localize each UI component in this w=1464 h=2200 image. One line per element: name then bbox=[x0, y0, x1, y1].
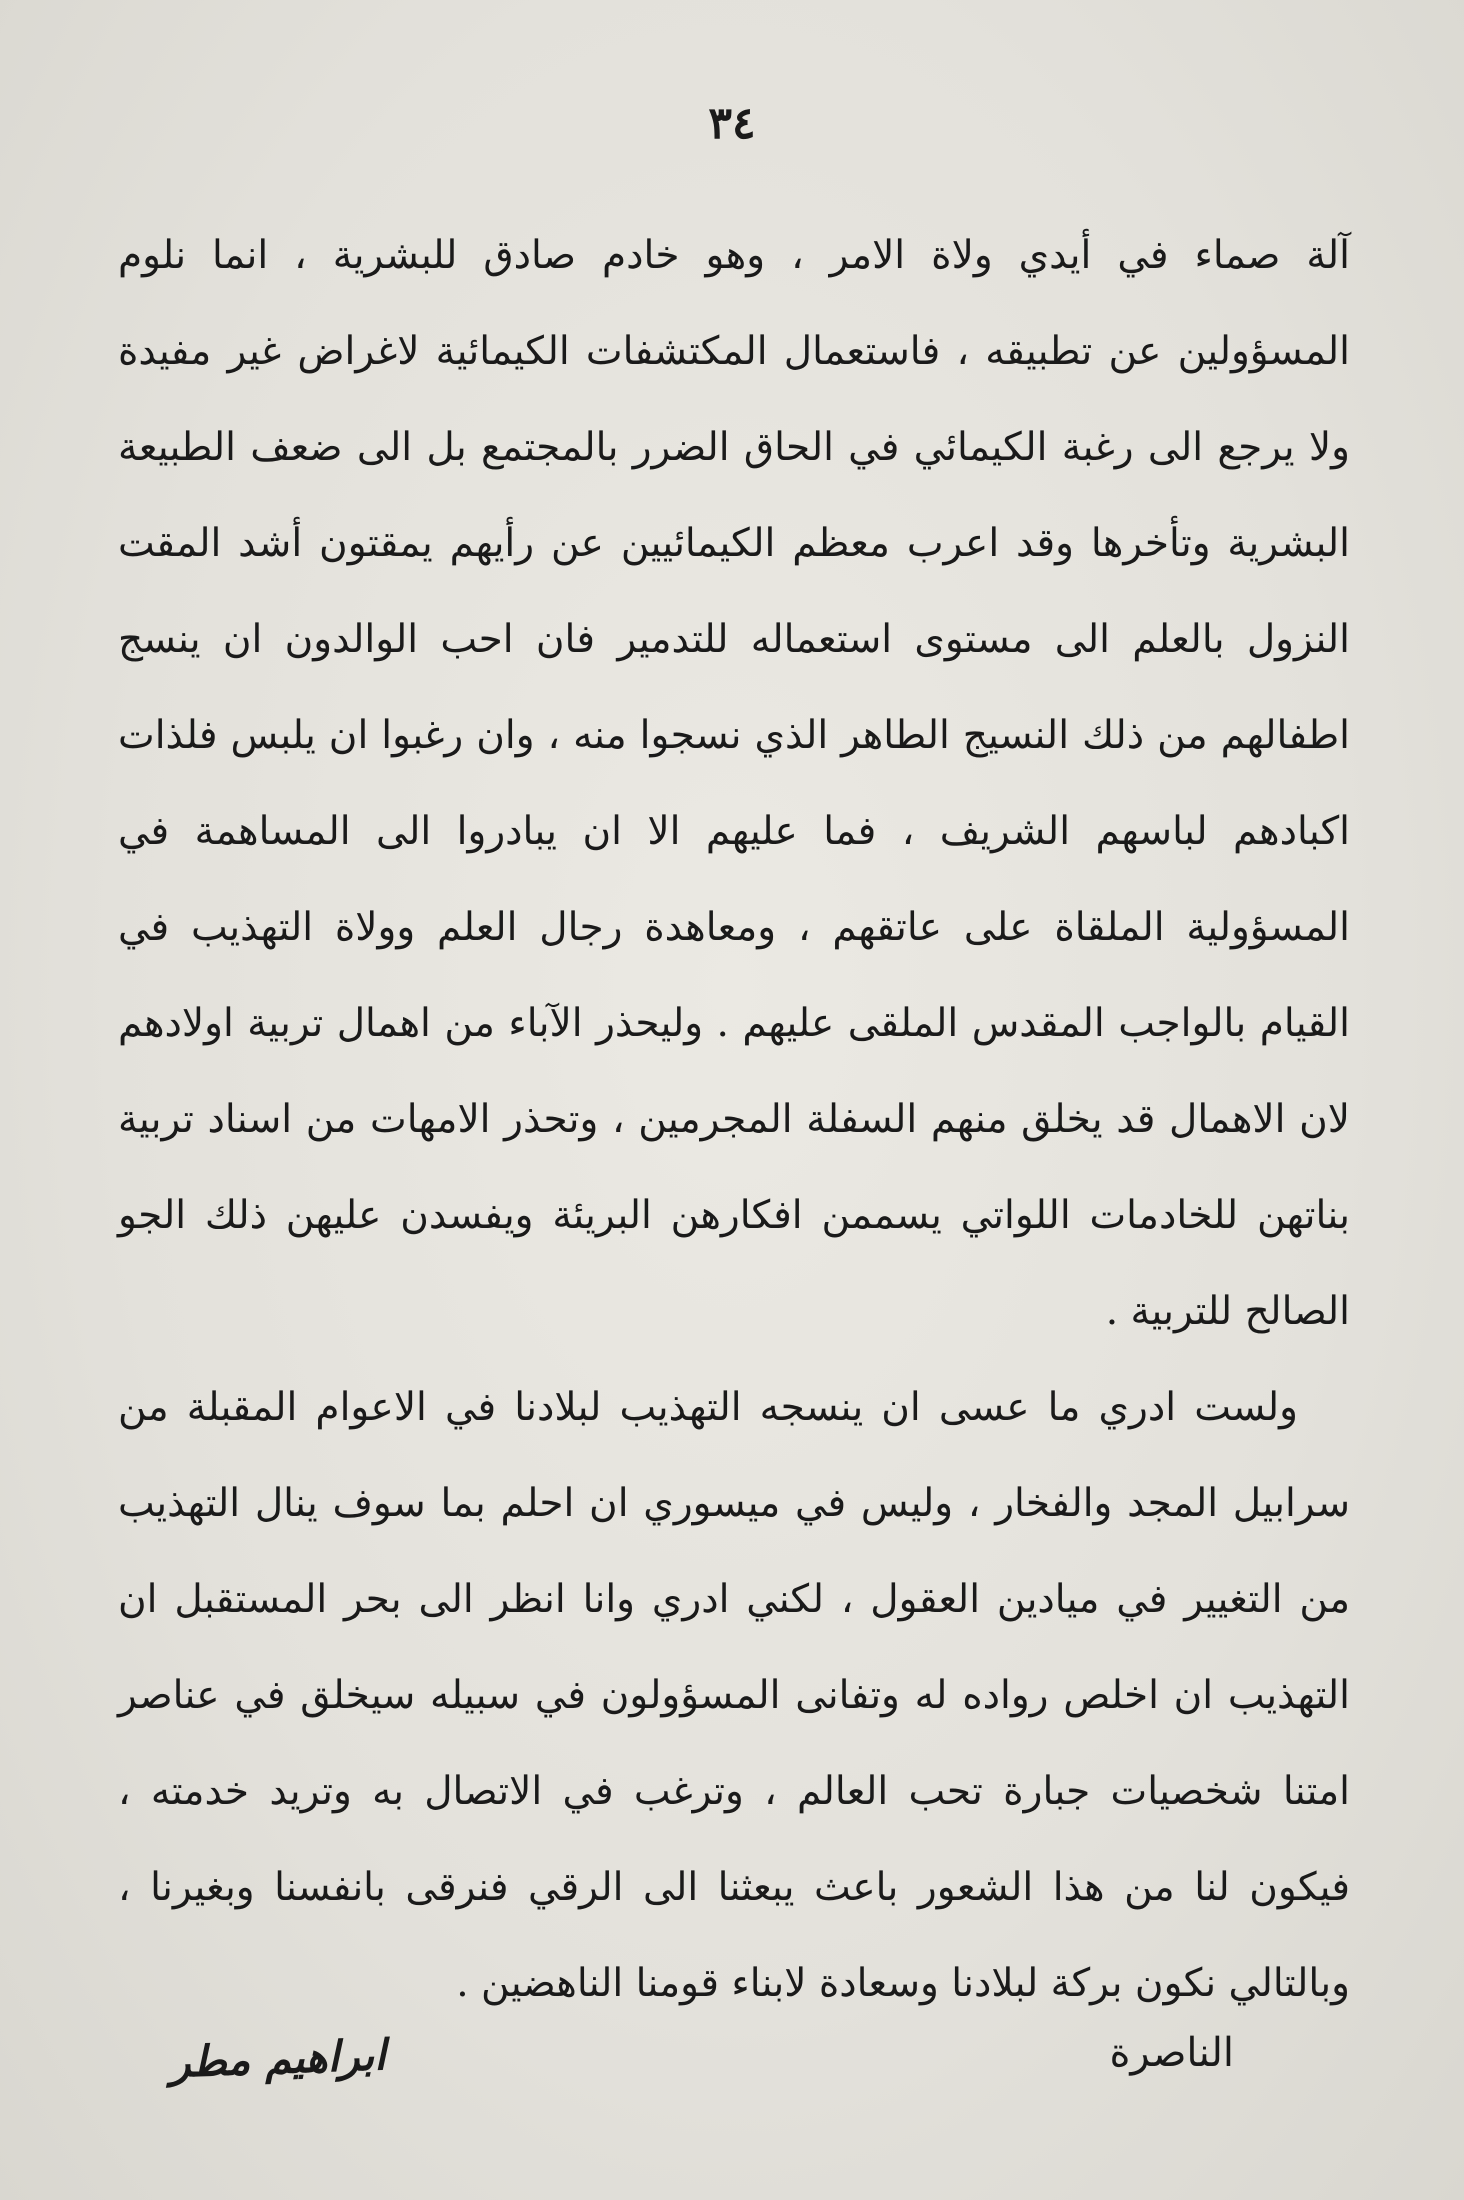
body-text bbox=[118, 208, 1350, 2032]
paragraph-2: ولست ادري ما عسى ان ينسجه التهذيب لبلادنا في الاعوام المقبلة من سرابيل المجد والفخار ، وليس في ميسوري ان احلم بما سوف ينال التهذيب من التغيير في ميادين العقول ، لكني ادري وانا انظر الى بحر المستقبل ان التهذيب ان اخلص رواده له وتفانى المسؤولون في سبيله سيخلق في عناصر امتنا شخصيات جبارة تحب العالم ، وترغب في الاتصال به وتريد خدمته ، فيكون لنا من هذا الشعور باعث يبعثنا الى الرقي فنرقى بانفسنا وبغيرنا ، وبالتالي نكون بركة لبلادنا وسعادة لابناء قومنا الناهضين . bbox=[118, 1385, 1350, 2006]
author-signature: ابراهيم مطر bbox=[169, 2030, 387, 2087]
paragraph-1: آلة صماء في أيدي ولاة الامر ، وهو خادم صادق للبشرية ، انما نلوم المسؤولين عن تطبيقه ، فاستعمال المكتشفات الكيمائية لاغراض غير مفيدة ولا يرجع الى رغبة الكيمائي في الحاق الضرر بالمجتمع بل الى ضعف الطبيعة البشرية وتأخرها وقد اعرب معظم الكيمائيين عن رأيهم يمقتون أشد المقت النزول بالعلم الى مستوى استعماله للتدمير فان احب الوالدون ان ينسج اطفالهم من ذلك النسيج الطاهر الذي نسجوا منه ، وان رغبوا ان يلبس فلذات اكبادهم لباسهم الشريف ، فما عليهم الا ان يبادروا الى المساهمة في المسؤولية الملقاة على عاتقهم ، ومعاهدة رجال العلم وولاة التهذيب في القيام بالواجب المقدس الملقى عليهم . وليحذر الآباء من اهمال تربية اولادهم لان الاهمال قد يخلق منهم السفلة المجرمين ، وتحذر الامهات من اسناد تربية بناتهن للخادمات اللواتي يسممن افكارهن البريئة ويفسدن عليهن ذلك الجو الصالح للتربية . bbox=[118, 233, 1350, 1334]
footer bbox=[0, 2030, 1464, 2100]
place-name: الناصرة bbox=[1109, 2030, 1234, 2076]
page-number: ٣٤ bbox=[708, 98, 756, 149]
